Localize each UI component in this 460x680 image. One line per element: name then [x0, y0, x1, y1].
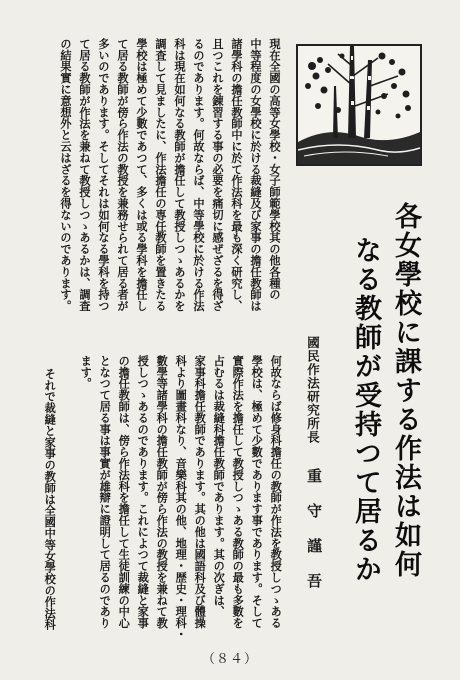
- article-title-line-2: なる教師が受持つて居るか: [350, 236, 381, 584]
- intro-column: 且つこれを錬習する事の必要を痛切に感ぜざるを得ざ: [211, 38, 225, 312]
- intro-column: 中等程度の女學校に於ける裁縫及び家事の擔任教師は: [249, 38, 263, 312]
- intro-column: 多いのであります。そしてそれは如何なる學科を持つ: [97, 38, 111, 312]
- intro-text-block: [30, 38, 280, 330]
- tree-illustration: [296, 44, 422, 166]
- author-affiliation: 國民作法研究所長: [305, 336, 321, 444]
- main-column: 授しつゝあるのであります。これによつて裁縫と家事: [136, 355, 151, 629]
- main-column: 何故ならば修身科擔任の教師が作法を教授しつゝある: [269, 355, 284, 629]
- intro-column: の結果實に意想外と云はざるを得ないのであります。: [59, 38, 73, 312]
- main-column: ます。: [79, 355, 94, 390]
- intro-column: 諸學科の擔任教師中に於て作法科を最も深く研究し、: [230, 38, 244, 312]
- main-column: 占むるは裁縫科擔任教師であります。其の次ぎは、: [212, 355, 227, 618]
- author-name: 重守謹吾: [305, 468, 323, 608]
- intro-column: て居る教師が作法を兼ねて教授しつゝあるかは、調査: [78, 38, 92, 312]
- main-column: 家事科擔任教師であります。其の他は國語科及び體操: [193, 355, 208, 629]
- main-column: 學校は、極めて少數であります事であります。そして: [250, 355, 265, 629]
- main-column: 科より圖畫科なり、音樂科其の他、地理・歴史・理科・: [174, 355, 189, 640]
- intro-column: るのであります。何故ならば、中等學校に於ける作法: [192, 38, 206, 312]
- intro-column: 學校は極めて少數であつて、多くは或る學科を擔任し: [135, 38, 149, 312]
- main-column: それで裁縫と家事の教師は全國中等女學校の作法科: [43, 368, 58, 631]
- intro-column: 調査して見ましたに、作法擔任の専任教師を置きたる: [154, 38, 168, 312]
- birch-trees-icon: [298, 46, 420, 164]
- intro-column: て居る教師が傍ら作法の教授を兼務せられて居る者が: [116, 38, 130, 312]
- main-column: 數學等諸學科の擔任教師が傍ら作法の教授を兼ねて教: [155, 355, 170, 629]
- intro-column: 現在全國の高等女學校・女子師範學校其の他各種の: [268, 38, 282, 301]
- main-column: の擔任教師は、傍ら作法科を擔任して生徒訓練の中心: [117, 355, 132, 629]
- main-column: となつて居る事は事實が雄辯に證明して居るのであり: [98, 355, 113, 629]
- main-column: 實際作法を擔任して教授しつゝある教師の最も多數を: [231, 355, 246, 629]
- page-number: （８４）: [201, 652, 258, 667]
- article-title-line-1: 各女學校に課する作法は如何: [390, 202, 421, 579]
- intro-column: 科は現在如何なる教師が擔任して教授しつゝあるかを: [173, 38, 187, 312]
